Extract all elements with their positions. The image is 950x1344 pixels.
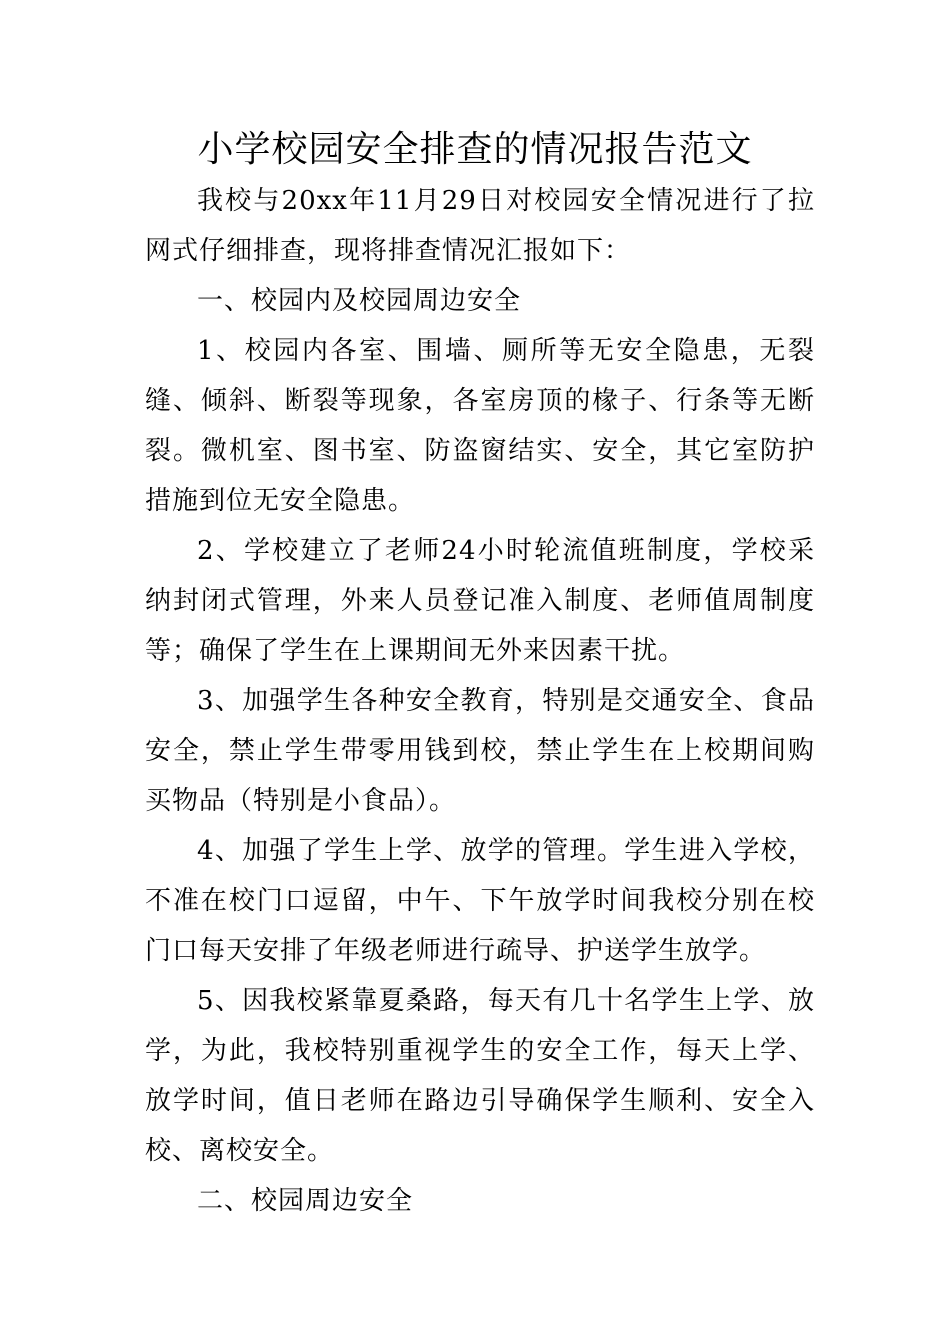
document-body xyxy=(145,176,815,1226)
paragraph-item-5: 5、因我校紧靠夏桑路，每天有几十名学生上学、放学，为此，我校特别重视学生的安全工作，每天上学、放学时间，值日老师在路边引导确保学生顺利、安全入校、离校安全。 xyxy=(145,986,815,1166)
paragraph-item-1: 1、校园内各室、围墙、厕所等无安全隐患，无裂缝、倾斜、断裂等现象，各室房顶的椽子、行条等无断裂。微机室、图书室、防盗窗结实、安全，其它室防护措施到位无安全隐患。 xyxy=(145,336,815,516)
document-title: 小学校园安全排查的情况报告范文 xyxy=(197,129,753,170)
paragraph-item-2: 2、学校建立了老师24小时轮流值班制度，学校采纳封闭式管理，外来人员登记准入制度、老师值周制度等；确保了学生在上课期间无外来因素干扰。 xyxy=(145,536,815,666)
paragraph-item-4: 4、加强了学生上学、放学的管理。学生进入学校，不准在校门口逗留，中午、下午放学时间我校分别在校门口每天安排了年级老师进行疏导、护送学生放学。 xyxy=(145,836,815,966)
paragraph-item-3: 3、加强学生各种安全教育，特别是交通安全、食品安全，禁止学生带零用钱到校，禁止学生在上校期间购买物品（特别是小食品）。 xyxy=(145,686,815,816)
section-heading-2: 二、校园周边安全 xyxy=(197,1186,414,1216)
section-heading-1: 一、校园内及校园周边安全 xyxy=(197,286,522,316)
intro-paragraph: 我校与20xx年11月29日对校园安全情况进行了拉网式仔细排查，现将排查情况汇报如下： xyxy=(145,186,815,266)
